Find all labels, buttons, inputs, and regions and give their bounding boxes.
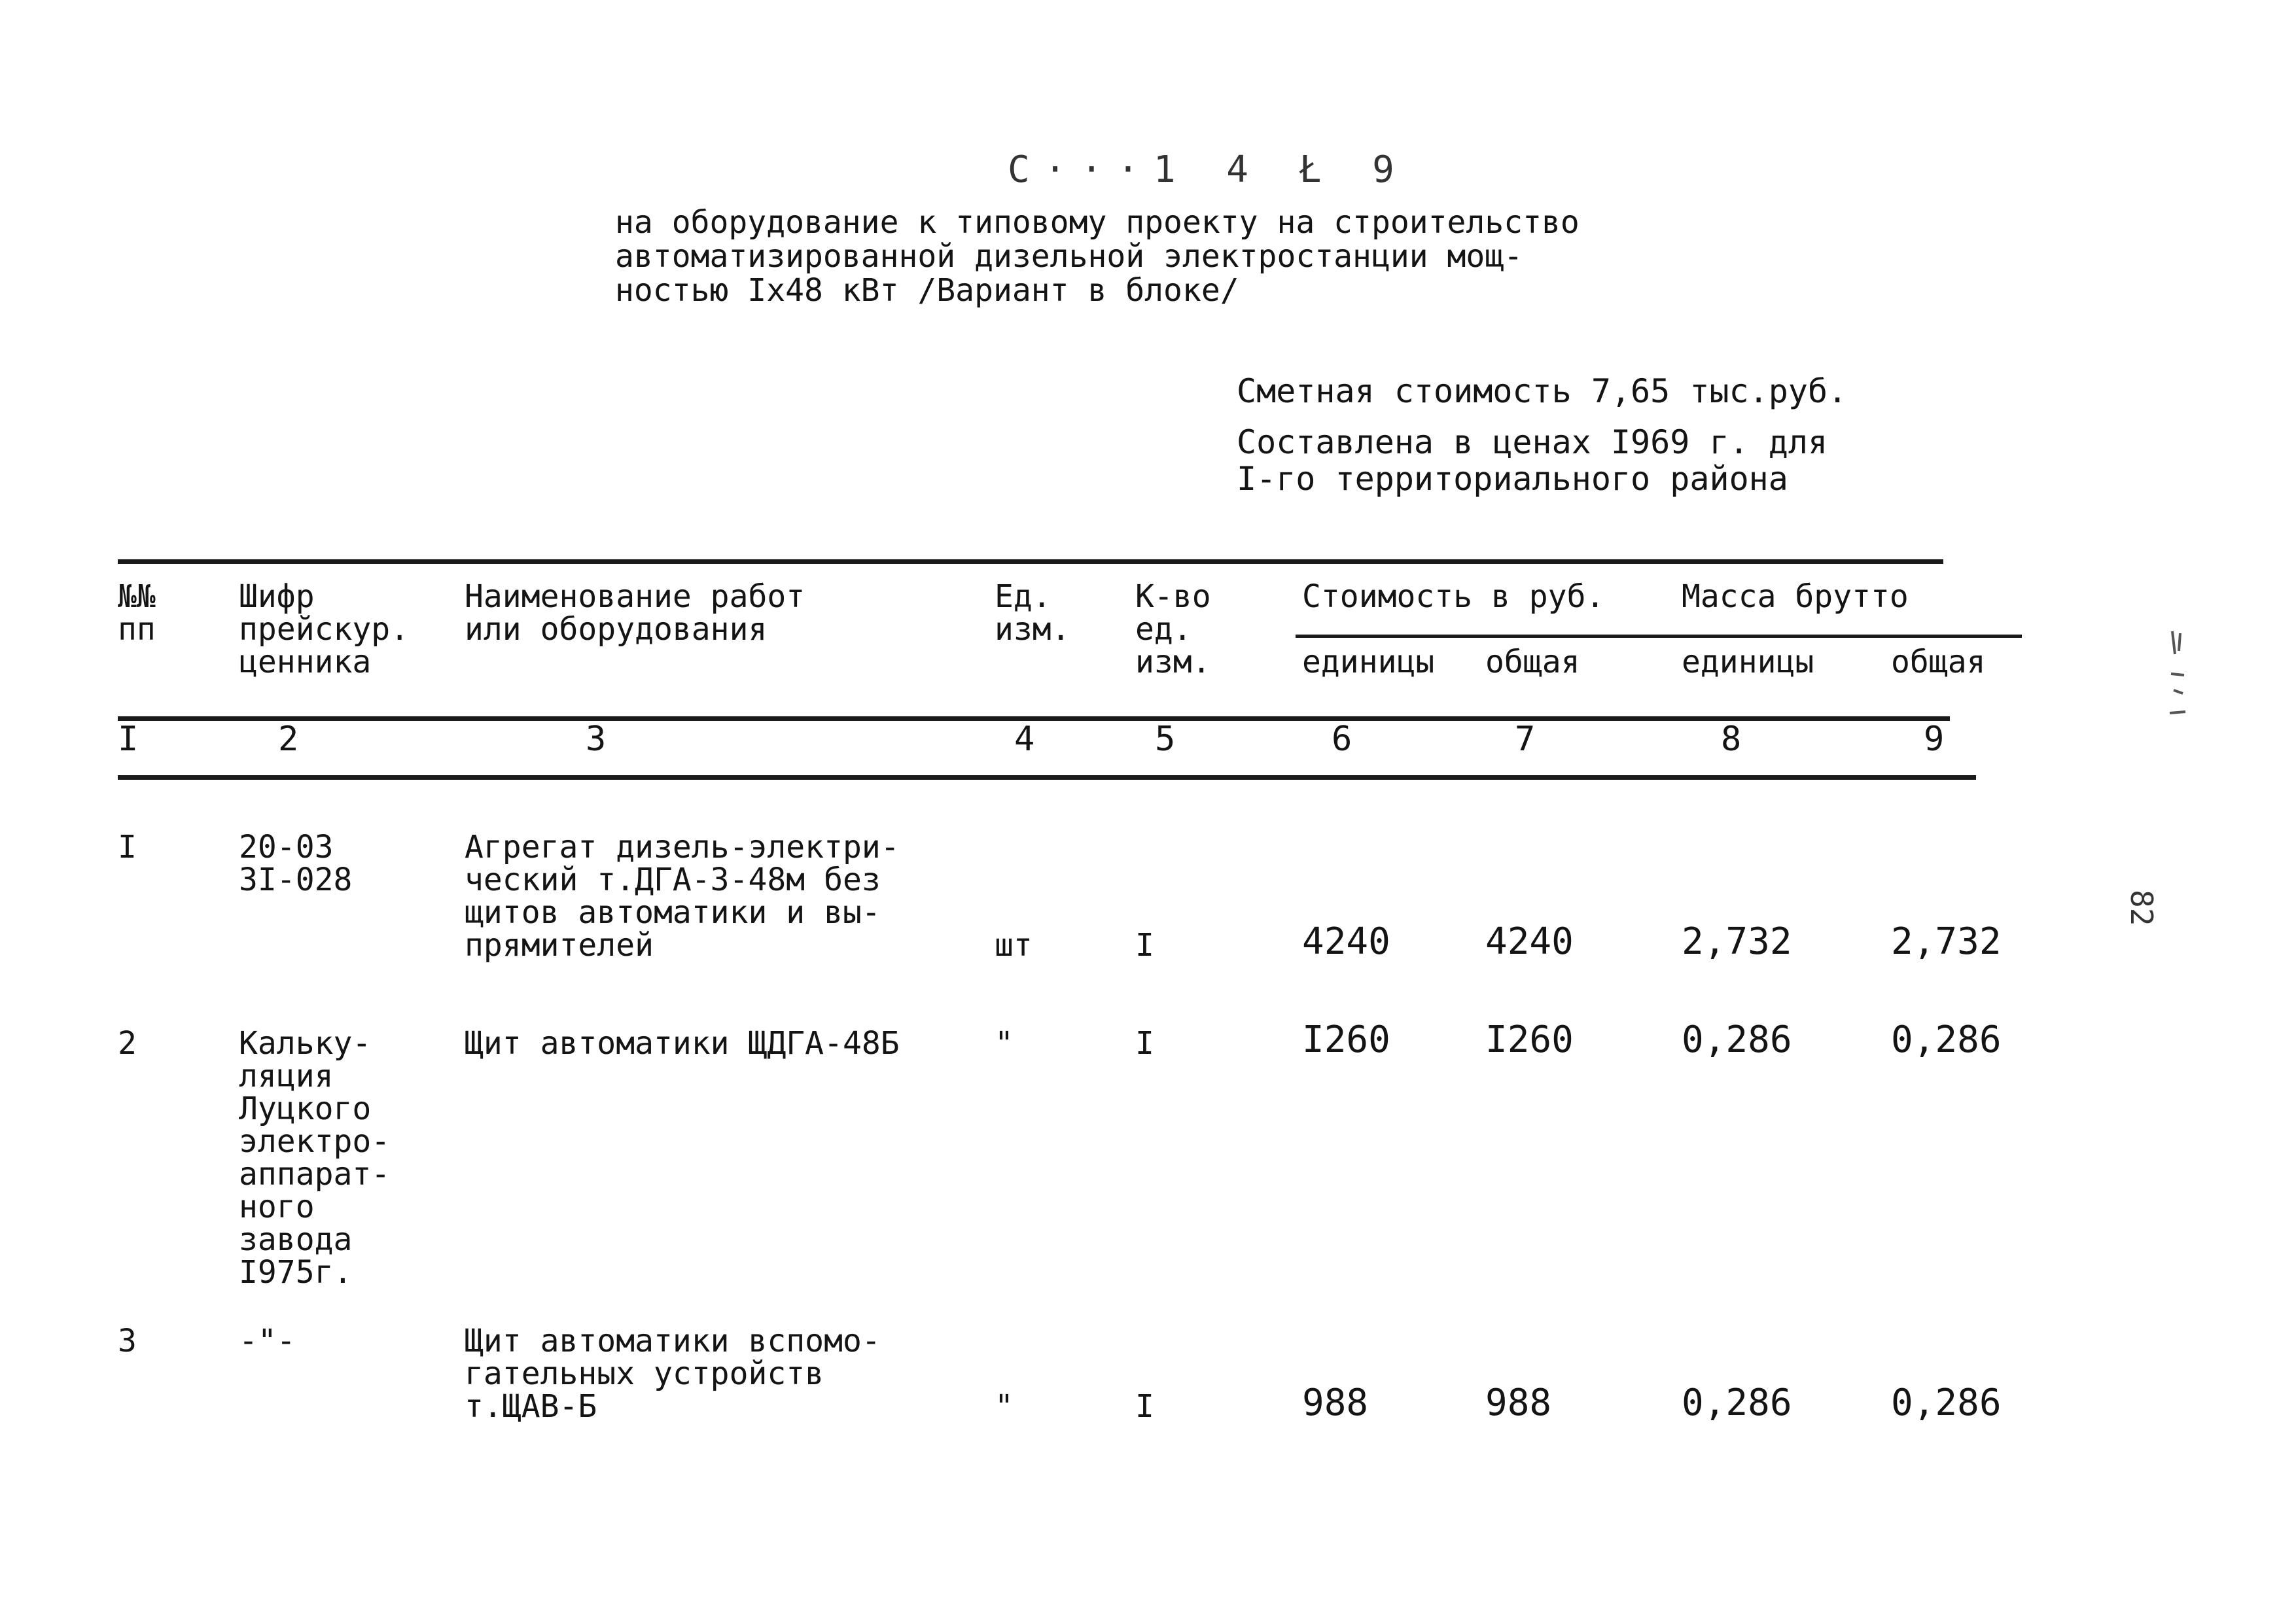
mass-unit: 0,286 — [1682, 1019, 1792, 1061]
cost-unit: I260 — [1302, 1019, 1390, 1061]
page-number: 82 — [2124, 890, 2159, 926]
document-subject — [615, 205, 1727, 307]
header-unit: Ед. изм. — [995, 578, 1070, 648]
item-name: Щит автоматики вспомо- гательных устройств т.ЩАВ-Б — [465, 1323, 881, 1425]
unit: шт — [995, 927, 1033, 964]
row-number: 2 — [118, 1025, 137, 1062]
document-number: С···1 4 Ł 9 — [1008, 148, 1409, 191]
cost-unit: 988 — [1302, 1382, 1369, 1424]
column-number: 8 — [1721, 720, 1742, 759]
price-basis-line-2: I-го территориального района — [1237, 460, 1788, 498]
column-number: 4 — [1014, 720, 1035, 759]
cost-unit: 4240 — [1302, 920, 1390, 963]
estimated-cost: Сметная стоимость 7,65 тыс.руб. — [1237, 372, 1848, 410]
column-number: 9 — [1924, 720, 1945, 759]
table-top-rule — [118, 559, 1943, 564]
mass-total: 0,286 — [1891, 1382, 2002, 1424]
row-number: 3 — [118, 1323, 137, 1359]
column-number: 5 — [1155, 720, 1176, 759]
column-number: 7 — [1515, 720, 1536, 759]
mass-unit: 0,286 — [1682, 1382, 1792, 1424]
subject-line: автоматизированной дизельной электростанции мощ- — [615, 238, 1523, 275]
quantity: I — [1135, 1025, 1154, 1062]
header-price-code: Шифр прейскур. ценника — [239, 578, 410, 680]
mass-total: 0,286 — [1891, 1019, 2002, 1061]
quantity: I — [1135, 927, 1154, 964]
equipment-table — [118, 559, 2002, 1488]
document-header — [615, 144, 1727, 307]
column-number: 2 — [278, 720, 299, 759]
header-row-number: №№ пп — [118, 578, 156, 648]
quantity: I — [1135, 1388, 1154, 1425]
estimate-summary — [1237, 373, 1847, 497]
group-header-rule — [1296, 635, 2022, 638]
header-cost-total: общая — [1485, 644, 1580, 680]
cost-total: I260 — [1485, 1019, 1574, 1061]
header-mass-total: общая — [1891, 644, 1986, 680]
unit: " — [995, 1025, 1014, 1062]
header-item-name: Наименование работ или оборудования — [465, 578, 805, 648]
subject-line: ностью Iх48 кВт /Вариант в блоке/ — [615, 272, 1239, 309]
cost-total: 988 — [1485, 1382, 1552, 1424]
item-name: Агрегат дизель-электри- ческий т.ДГА-3-48м без щитов автоматики и вы- прямителей — [465, 829, 900, 964]
header-mass-unit: единицы — [1682, 644, 1814, 680]
header-quantity: К-во ед. изм. — [1135, 578, 1211, 680]
mass-unit: 2,732 — [1682, 920, 1792, 963]
header-mass-group: Масса брутто — [1682, 578, 1909, 615]
cost-total: 4240 — [1485, 920, 1574, 963]
price-code: -"- — [239, 1323, 296, 1359]
price-basis-line-1: Составлена в ценах I969 г. для — [1237, 423, 1828, 461]
margin-scribble-icon — [2166, 628, 2192, 746]
column-number: I — [118, 720, 139, 759]
price-code: Кальку- ляция Луцкого электро- аппарат- ного завода I975г. — [239, 1025, 391, 1291]
column-number: 3 — [586, 720, 607, 759]
column-number: 6 — [1332, 720, 1352, 759]
subject-line: на оборудование к типовому проекту на строительство — [615, 204, 1580, 241]
column-numbers-rule — [118, 775, 1976, 780]
item-name: Щит автоматики ЩДГА-48Б — [465, 1025, 900, 1062]
unit: " — [995, 1388, 1014, 1425]
header-cost-unit: единицы — [1302, 644, 1435, 680]
row-number: I — [118, 829, 137, 865]
mass-total: 2,732 — [1891, 920, 2002, 963]
price-code: 20-03 3I-028 — [239, 829, 353, 898]
header-cost-group: Стоимость в руб. — [1302, 578, 1605, 615]
